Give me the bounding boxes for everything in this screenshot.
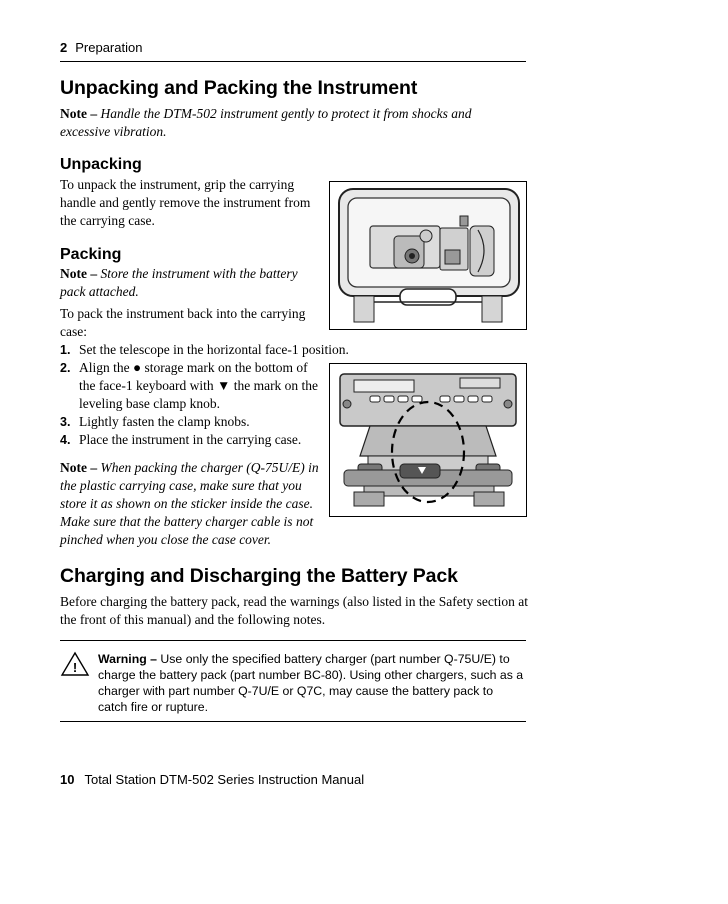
warning-text	[98, 651, 524, 715]
unpacking-text: To unpack the instrument, grip the carrying handle and gently remove the instrument from the carrying case.	[60, 177, 311, 228]
charger-note	[60, 459, 324, 549]
note-text: Handle the DTM-502 instrument gently to protect it from shocks and excessive vibration.	[60, 106, 472, 139]
warning-triangle-icon	[60, 651, 90, 677]
step-number: 1.	[60, 343, 71, 357]
step-text: Lightly fasten the clamp knobs.	[79, 414, 250, 429]
note-label: Note –	[60, 266, 98, 281]
step-number: 4.	[60, 433, 71, 447]
clamp-alignment-figure	[329, 363, 527, 517]
note-label: Note –	[60, 460, 98, 475]
packing-intro: To pack the instrument back into the carrying case:	[60, 306, 306, 339]
warning-top-rule	[60, 640, 526, 641]
warning-box	[60, 647, 526, 720]
header-rule	[60, 61, 526, 62]
note-text: Store the instrument with the battery pack attached.	[60, 266, 298, 299]
chapter-number: 2	[60, 40, 68, 55]
step-number: 3.	[60, 415, 71, 429]
step-1	[60, 341, 530, 359]
packing-heading: Packing	[60, 246, 122, 263]
section-title-charging: Charging and Discharging the Battery Pack	[60, 565, 458, 587]
warning-bottom-rule	[60, 721, 526, 722]
page-number: 10	[60, 772, 75, 787]
manual-title: Total Station DTM-502 Series Instruction Manual	[84, 772, 365, 787]
running-header	[60, 40, 142, 55]
storage-circle-glyph: ●	[133, 360, 142, 375]
carrying-case-illustration	[330, 182, 526, 329]
step-2	[60, 359, 324, 413]
step-text-part-b: storage mark on the bottom of the face-1 keyboard with	[79, 360, 308, 393]
note-text: When packing the charger (Q-75U/E) in the plastic carrying case, make sure that you store it as shown on the sticker inside the case. Make sure that the battery charger cable is not pinched when you close the case cover.	[60, 460, 319, 547]
charging-intro: Before charging the battery pack, read the warnings (also listed in the Safety section at the front of this manual) and the following notes.	[60, 594, 528, 627]
warning-label: Warning –	[98, 652, 157, 666]
chapter-title: Preparation	[75, 40, 143, 55]
battery-note	[60, 265, 322, 301]
step-text-part-a: Align the	[79, 360, 130, 375]
page-footer	[60, 772, 364, 787]
warning-body: Use only the specified battery charger (part number Q-75U/E) to charge the battery pack (part number BC-80). Using other chargers, such as a charger with part number Q-7U/E or Q7C, may cause the battery pack to catch fire or rupture.	[98, 652, 524, 714]
note-label: Note –	[60, 106, 98, 121]
svg-text:!: !	[72, 660, 78, 675]
mark-triangle-glyph: ▼	[216, 378, 231, 393]
step-number: 2.	[60, 361, 71, 375]
step-text: Place the instrument in the carrying case.	[79, 432, 302, 447]
unpacking-heading: Unpacking	[60, 156, 142, 173]
step-text-part-c: the mark on the leveling base clamp knob.	[79, 378, 319, 411]
carrying-case-figure	[329, 181, 527, 330]
step-text: Set the telescope in the horizontal face-1 position.	[79, 342, 349, 357]
clamp-alignment-illustration	[330, 364, 526, 516]
handling-note	[60, 105, 522, 141]
section-title-unpacking-packing: Unpacking and Packing the Instrument	[60, 77, 418, 99]
